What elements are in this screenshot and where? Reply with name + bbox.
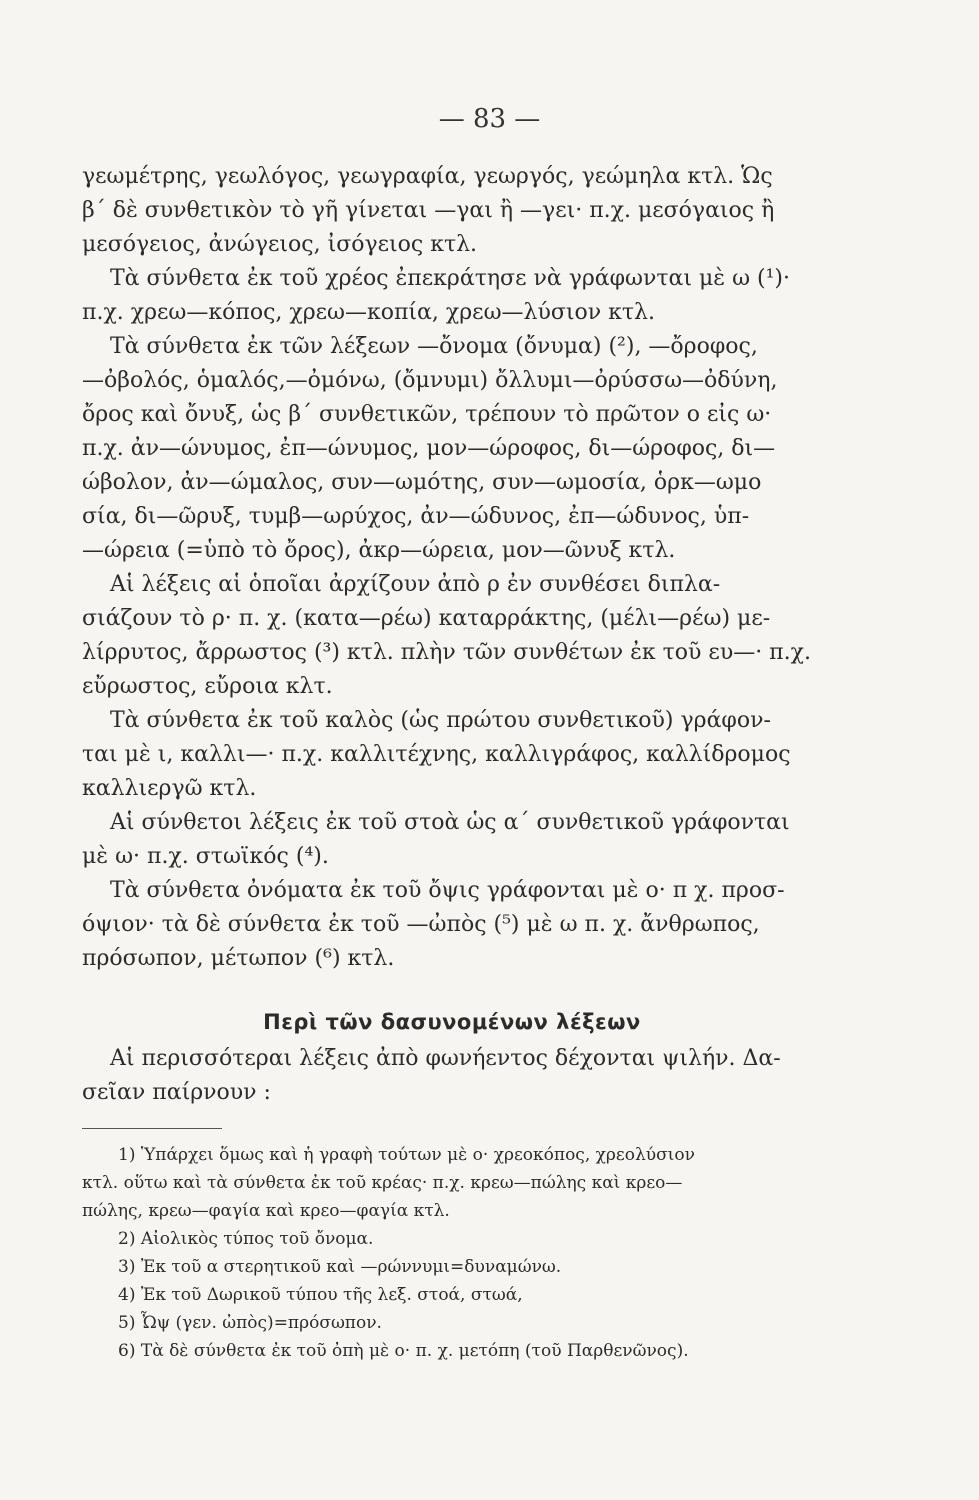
text-line: μεσόγειος, ἀνώγειος, ἰσόγειος κτλ. <box>82 232 478 257</box>
section-heading: Περὶ τῶν δασυνομένων λέξεων <box>263 1010 641 1034</box>
text-line: πρόσωπον, μέτωπον (⁶) κτλ. <box>82 946 395 971</box>
footnote-line: 2) Αἰολικὸς τύπος τοῦ ὄνομα. <box>118 1229 374 1249</box>
footnote-line: κτλ. οὕτω καὶ τὰ σύνθετα ἐκ τοῦ κρέας· π.χ. κρεω—πώλης καὶ κρεο— <box>82 1173 683 1193</box>
footnote-line: 3) Ἐκ τοῦ α στερητικοῦ καὶ —ρώννυμι=δυναμώνω. <box>118 1257 562 1277</box>
text-line: Αἱ περισσότεραι λέξεις ἀπὸ φωνήεντος δέχονται ψιλήν. Δα- <box>110 1046 781 1071</box>
footnote-line: 1) Ὑπάρχει ὅμως καὶ ἡ γραφὴ τούτων μὲ ο· χρεοκόπος, χρεολύσιον <box>118 1145 695 1165</box>
text-line: Τὰ σύνθετα ὀνόματα ἐκ τοῦ ὄψις γράφονται μὲ ο· π χ. προσ- <box>110 878 785 903</box>
text-line: Αἱ σύνθετοι λέξεις ἐκ τοῦ στοὰ ὡς α΄ συνθετικοῦ γράφονται <box>110 810 790 835</box>
text-line: ὄρος καὶ ὄνυξ, ὡς β΄ συνθετικῶν, τρέπουν τὸ πρῶτον ο εἰς ω· <box>82 402 772 427</box>
text-line: σεῖαν παίρνουν : <box>82 1080 271 1105</box>
text-line: —ώρεια (=ὑπὸ τὸ ὄρος), ἀκρ—ώρεια, μον—ῶνυξ κτλ. <box>82 538 676 563</box>
text-line: καλλιεργῶ κτλ. <box>82 776 257 801</box>
text-line: σιάζουν τὸ ρ· π. χ. (κατα—ρέω) καταρράκτης, (μέλι—ρέω) με- <box>82 606 771 631</box>
text-line: π.χ. χρεω—κόπος, χρεω—κοπία, χρεω—λύσιον κτλ. <box>82 300 655 325</box>
footnote-line: 5) Ὦψ (γεν. ὠπὸς)=πρόσωπον. <box>118 1313 382 1333</box>
footnote-line: 6) Τὰ δὲ σύνθετα ἐκ τοῦ ὀπὴ μὲ ο· π. χ. μετόπη (τοῦ Παρθενῶνος). <box>118 1341 689 1361</box>
text-line: ται μὲ ι, καλλι—· π.χ. καλλιτέχνης, καλλιγράφος, καλλίδρομος <box>82 742 791 767</box>
text-line: μὲ ω· π.χ. στωϊκός (⁴). <box>82 844 329 869</box>
footnote-line: πώλης, κρεω—φαγία καὶ κρεο—φαγία κτλ. <box>82 1201 450 1221</box>
text-line: εὔρωστος, εὔροια κλτ. <box>82 674 333 699</box>
text-line: ώβολον, ἀν—ώμαλος, συν—ωμότης, συν—ωμοσία, ὁρκ—ωμο <box>82 470 762 495</box>
text-line: Αἱ λέξεις αἱ ὁποῖαι ἀρχίζουν ἀπὸ ρ ἐν συνθέσει διπλα- <box>110 572 721 597</box>
text-line: Τὰ σύνθετα ἐκ τῶν λέξεων —ὄνομα (ὄνυμα) (²), —ὄροφος, <box>110 334 758 359</box>
text-line: λίρρυτος, ἄρρωστος (³) κτλ. πλὴν τῶν συνθέτων ἐκ τοῦ ευ—· π.χ. <box>82 640 811 665</box>
text-line: —ὀβολός, ὁμαλός,—ὀμόνω, (ὄμνυμι) ὄλλυμι—ὀρύσσω—ὀδύνη, <box>82 368 778 393</box>
text-line: γεωμέτρης, γεωλόγος, γεωγραφία, γεωργός, γεώμηλα κτλ. Ὡς <box>82 164 773 189</box>
main-text <box>82 160 822 1365</box>
text-line: Τὰ σύνθετα ἐκ τοῦ καλὸς (ὡς πρώτου συνθετικοῦ) γράφον- <box>110 708 771 733</box>
text-line: σία, δι—ῶρυξ, τυμβ—ωρύχος, ἀν—ώδυνος, ἐπ—ώδυνος, ὑπ- <box>82 504 750 529</box>
text-line: όψιον· τὰ δὲ σύνθετα ἐκ τοῦ —ὠπὸς (⁵) μὲ ω π. χ. ἄνθρωπος, <box>82 912 760 937</box>
footnote-divider <box>82 1128 222 1129</box>
text-line: Τὰ σύνθετα ἐκ τοῦ χρέος ἐπεκράτησε νὰ γράφωνται μὲ ω (¹)· <box>110 266 791 291</box>
text-line: β΄ δὲ συνθετικὸν τὸ γῆ γίνεται —γαι ἢ —γει· π.χ. μεσόγαιος ἢ <box>82 198 775 223</box>
text-line: π.χ. ἀν—ώνυμος, ἐπ—ώνυμος, μον—ώροφος, δι—ώροφος, δι— <box>82 436 776 461</box>
page-number: — 83 — <box>438 104 541 134</box>
footnote-line: 4) Ἐκ τοῦ Δωρικοῦ τύπου τῆς λεξ. στοά, στωά, <box>118 1285 523 1305</box>
